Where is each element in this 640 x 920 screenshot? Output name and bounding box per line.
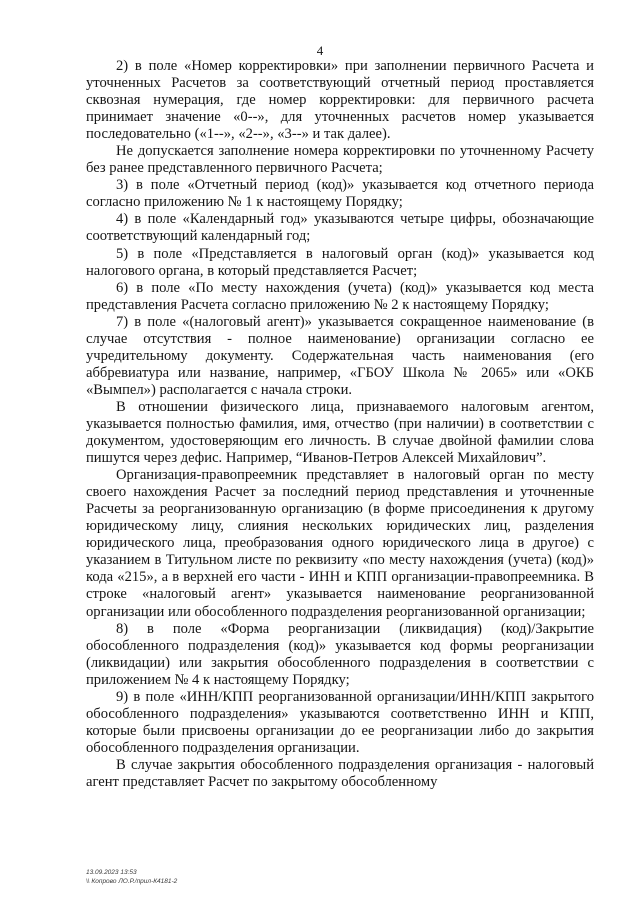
paragraph-reorganization-form: 8) в поле «Форма реорганизации (ликвидация) (код)/Закрытие обособленного подразделения (код)» указывается код формы реорганизации (ликвидации) или закрытия обособленного подразделения в соответствии с приложением № 4 к настоящему Порядку; bbox=[86, 620, 594, 688]
paragraph-individual: В отношении физического лица, признаваемого налоговым агентом, указывается полностью фамилия, имя, отчество (при наличии) в соответствии с документом, удостоверяющим его личность. В случае двойной фамилии слова пишутся через дефис. Например, “Иванов-Петров Алексей Михайлович”. bbox=[86, 398, 594, 467]
document-footer bbox=[86, 868, 177, 886]
footer-timestamp: 13.09.2023 13:53 bbox=[86, 869, 137, 876]
paragraph-correction-number: 2) в поле «Номер корректировки» при заполнении первичного Расчета и уточненных Расчетов за соответствующий отчетный период проставляется сквозная нумерация, где номер корректировки: для первичного расчета принимает значение «0--», для уточненных расчетов номер указывается последовательно («1--», «2--», «3--» и так далее). bbox=[86, 58, 594, 143]
paragraph-calendar-year: 4) в поле «Календарный год» указываются четыре цифры, обозначающие соответствующий календарный год; bbox=[86, 211, 594, 245]
paragraph-tax-authority: 5) в поле «Представляется в налоговый орган (код)» указывается код налогового органа, в который представляется Расчет; bbox=[86, 245, 594, 279]
paragraph-successor: Организация-правопреемник представляет в налоговый орган по месту своего нахождения Расчет за последний период представления и уточненные Расчеты за реорганизованную организацию (в форме присоединения к другому юридическому лицу, слияния нескольких юридических лиц, разделения юридического лица, преобразования одного юридического лица в другое) с указанием в Титульном листе по реквизиту «по месту нахождения (учета) (код)» кода «215», а в верхней его части - ИНН и КПП организации-правопреемника. В строке «налоговый агент» указывается наименование реорганизованной организации или обособленного подразделения реорганизованной организации; bbox=[86, 467, 594, 620]
paragraph-correction-restriction: Не допускается заполнение номера корректировки по уточненному Расчету без ранее представленного первичного Расчета; bbox=[86, 143, 594, 177]
paragraph-reporting-period: 3) в поле «Отчетный период (код)» указывается код отчетного периода согласно приложению № 1 к настоящему Порядку; bbox=[86, 177, 594, 211]
paragraph-location-code: 6) в поле «По месту нахождения (учета) (код)» указывается код места представления Расчета согласно приложению № 2 к настоящему Порядку; bbox=[86, 279, 594, 313]
paragraph-inn-kpp: 9) в поле «ИНН/КПП реорганизованной организации/ИНН/КПП закрытого обособленного подразделения» указываются соответственно ИНН и КПП, которые были присвоены организации до ее реорганизации либо до закрытия обособленного подразделения организации. bbox=[86, 688, 594, 756]
document-body bbox=[86, 58, 594, 791]
paragraph-subdivision-closure: В случае закрытия обособленного подразделения организация - налоговый агент представляет Расчет по закрытому обособленному bbox=[86, 756, 594, 790]
page-number: 4 bbox=[316, 43, 324, 58]
footer-file-reference: \\ Копрово ЛО.Р./прил-К4181-2 bbox=[86, 878, 178, 885]
paragraph-tax-agent: 7) в поле «(налоговый агент)» указывается сокращенное наименование (в случае отсутствия - полное наименование) организации согласно ее учредительному документу. Содержательная часть наименования (его аббревиатура или название, например, «ГБОУ Школа № 2065» или «ОКБ «Вымпел») располагается с начала строки. bbox=[86, 313, 594, 398]
